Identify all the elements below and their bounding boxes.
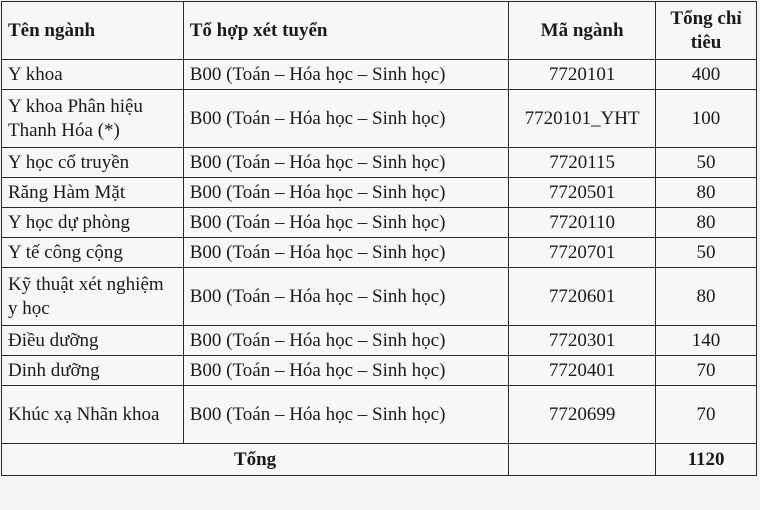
quota: 50 — [656, 238, 757, 268]
quota: 50 — [656, 148, 757, 178]
major-code: 7720401 — [509, 356, 656, 386]
table-row — [2, 238, 757, 268]
major-code: 7720601 — [509, 268, 656, 326]
quota: 100 — [656, 90, 757, 148]
subject-combination: B00 (Toán – Hóa học – Sinh học) — [183, 178, 508, 208]
quota: 70 — [656, 386, 757, 444]
total-value: 1120 — [656, 444, 757, 476]
major-name: Dinh dưỡng — [2, 356, 184, 386]
quota: 80 — [656, 268, 757, 326]
subject-combination: B00 (Toán – Hóa học – Sinh học) — [183, 90, 508, 148]
header-major-code: Mã ngành — [509, 2, 656, 60]
header-total-quota: Tổng chỉ tiêu — [656, 2, 757, 60]
table-row — [2, 60, 757, 90]
major-name: Khúc xạ Nhãn khoa — [2, 386, 184, 444]
subject-combination: B00 (Toán – Hóa học – Sinh học) — [183, 148, 508, 178]
quota: 400 — [656, 60, 757, 90]
table-row — [2, 178, 757, 208]
subject-combination: B00 (Toán – Hóa học – Sinh học) — [183, 238, 508, 268]
major-code: 7720701 — [509, 238, 656, 268]
major-name: Y học cổ truyền — [2, 148, 184, 178]
header-row — [2, 2, 757, 60]
table-row — [2, 386, 757, 444]
table-row — [2, 208, 757, 238]
major-code: 7720101 — [509, 60, 656, 90]
major-name: Y khoa Phân hiệu Thanh Hóa (*) — [2, 90, 184, 148]
total-empty-cell — [509, 444, 656, 476]
header-major-name: Tên ngành — [2, 2, 184, 60]
subject-combination: B00 (Toán – Hóa học – Sinh học) — [183, 268, 508, 326]
major-name: Y khoa — [2, 60, 184, 90]
major-name: Y học dự phòng — [2, 208, 184, 238]
subject-combination: B00 (Toán – Hóa học – Sinh học) — [183, 208, 508, 238]
major-name: Y tế công cộng — [2, 238, 184, 268]
major-code: 7720501 — [509, 178, 656, 208]
quota: 80 — [656, 178, 757, 208]
quota: 140 — [656, 326, 757, 356]
major-code: 7720301 — [509, 326, 656, 356]
table-row — [2, 148, 757, 178]
header-subject-combination: Tổ hợp xét tuyển — [183, 2, 508, 60]
major-name: Răng Hàm Mặt — [2, 178, 184, 208]
major-code: 7720115 — [509, 148, 656, 178]
subject-combination: B00 (Toán – Hóa học – Sinh học) — [183, 326, 508, 356]
major-code: 7720699 — [509, 386, 656, 444]
admission-quota-table — [1, 1, 757, 476]
quota: 70 — [656, 356, 757, 386]
total-label: Tổng — [2, 444, 509, 476]
table-row — [2, 326, 757, 356]
total-row — [2, 444, 757, 476]
quota: 80 — [656, 208, 757, 238]
table-row — [2, 356, 757, 386]
major-name: Kỹ thuật xét nghiệm y học — [2, 268, 184, 326]
table-row — [2, 268, 757, 326]
major-name: Điều dưỡng — [2, 326, 184, 356]
table-row — [2, 90, 757, 148]
subject-combination: B00 (Toán – Hóa học – Sinh học) — [183, 356, 508, 386]
major-code: 7720101_YHT — [509, 90, 656, 148]
subject-combination: B00 (Toán – Hóa học – Sinh học) — [183, 60, 508, 90]
subject-combination: B00 (Toán – Hóa học – Sinh học) — [183, 386, 508, 444]
major-code: 7720110 — [509, 208, 656, 238]
